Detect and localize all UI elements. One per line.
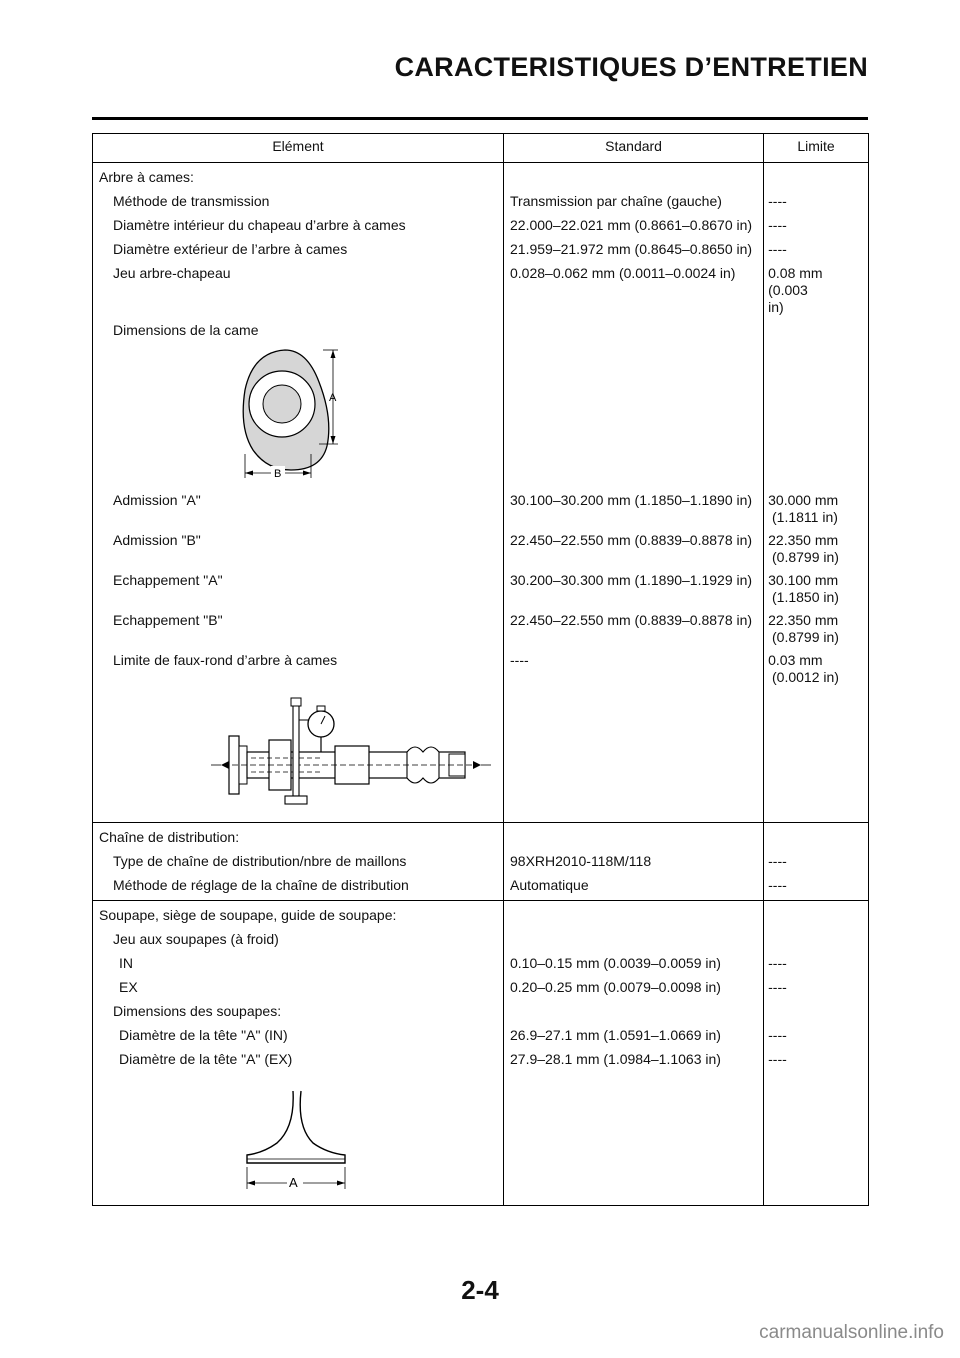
row-limit: 0.03 mm (0.0012 in) [764, 646, 869, 686]
row-standard: 30.200–30.300 mm (1.1890–1.1929 in) [504, 566, 764, 606]
row-label: Diamètre de la tête "A" (IN) [93, 1021, 504, 1045]
row-label: Admission "B" [93, 526, 504, 566]
valve-head-diagram [237, 1087, 497, 1197]
title-rule [92, 117, 868, 120]
row-standard: 98XRH2010-118M/118 [504, 847, 764, 871]
row-standard: 26.9–27.1 mm (1.0591–1.0669 in) [504, 1021, 764, 1045]
row-standard: Automatique [504, 871, 764, 901]
table-row-figure [93, 340, 869, 486]
table-row [93, 606, 869, 646]
row-standard: 22.000–22.021 mm (0.8661–0.8670 in) [504, 211, 764, 235]
column-header-limit: Limite [764, 134, 869, 163]
row-label: Méthode de transmission [93, 187, 504, 211]
row-label: Echappement "B" [93, 606, 504, 646]
row-limit: ---- [764, 847, 869, 871]
table-row-figure [93, 1069, 869, 1206]
row-label: Diamètre de la tête "A" (EX) [93, 1045, 504, 1069]
column-header-standard: Standard [504, 134, 764, 163]
row-label: IN [93, 949, 504, 973]
table-row [93, 259, 869, 316]
row-standard: ---- [504, 646, 764, 686]
row-limit: ---- [764, 235, 869, 259]
specification-table [92, 133, 869, 1206]
group-heading-timing-chain: Chaîne de distribution: [93, 823, 504, 848]
row-label: Jeu arbre-chapeau [93, 259, 504, 316]
row-limit: ---- [764, 949, 869, 973]
row-limit: 0.08 mm (0.003 in) [764, 259, 869, 316]
table-row [93, 925, 869, 949]
table-row [93, 211, 869, 235]
table-row [93, 235, 869, 259]
row-standard: 30.100–30.200 mm (1.1850–1.1890 in) [504, 486, 764, 526]
table-row [93, 163, 869, 188]
row-limit: 30.100 mm (1.1850 in) [764, 566, 869, 606]
table-header-row [93, 134, 869, 163]
table-row [93, 486, 869, 526]
page-title: CARACTERISTIQUES D’ENTRETIEN [394, 52, 868, 82]
table-row-figure [93, 686, 869, 823]
row-label: EX [93, 973, 504, 997]
row-label: Dimensions des soupapes: [93, 997, 504, 1021]
row-limit: ---- [764, 1045, 869, 1069]
camshaft-runout-diagram [211, 696, 491, 814]
row-standard: 21.959–21.972 mm (0.8645–0.8650 in) [504, 235, 764, 259]
row-standard: 0.028–0.062 mm (0.0011–0.0024 in) [504, 259, 764, 316]
table-row [93, 646, 869, 686]
table-row [93, 871, 869, 901]
table-row [93, 973, 869, 997]
table-row [93, 901, 869, 926]
row-label: Dimensions de la came [93, 316, 504, 340]
row-label: Echappement "A" [93, 566, 504, 606]
row-limit: ---- [764, 187, 869, 211]
row-label: Limite de faux-rond d’arbre à cames [93, 646, 504, 686]
group-heading-valve: Soupape, siège de soupape, guide de soupape: [93, 901, 504, 926]
row-standard: Transmission par chaîne (gauche) [504, 187, 764, 211]
row-label: Admission "A" [93, 486, 504, 526]
group-heading-camshaft: Arbre à cames: [93, 163, 504, 188]
svg-text:A: A [329, 392, 337, 404]
cam-lobe-diagram [231, 346, 491, 486]
row-standard: 22.450–22.550 mm (0.8839–0.8878 in) [504, 526, 764, 566]
row-limit: 22.350 mm (0.8799 in) [764, 526, 869, 566]
row-limit: ---- [764, 1021, 869, 1045]
table-row [93, 526, 869, 566]
table-row [93, 187, 869, 211]
row-label: Jeu aux soupapes (à froid) [93, 925, 504, 949]
row-limit: ---- [764, 211, 869, 235]
row-label: Méthode de réglage de la chaîne de distribution [93, 871, 504, 901]
table-row [93, 823, 869, 848]
table-row [93, 847, 869, 871]
column-header-element: Elément [93, 134, 504, 163]
row-limit: 30.000 mm (1.1811 in) [764, 486, 869, 526]
table-row [93, 997, 869, 1021]
row-label: Diamètre extérieur de l’arbre à cames [93, 235, 504, 259]
row-standard: 0.20–0.25 mm (0.0079–0.0098 in) [504, 973, 764, 997]
row-limit: ---- [764, 973, 869, 997]
table-row [93, 316, 869, 340]
table-row [93, 949, 869, 973]
watermark: carmanualsonline.info [759, 1322, 944, 1343]
row-limit: 22.350 mm (0.8799 in) [764, 606, 869, 646]
row-label: Type de chaîne de distribution/nbre de maillons [93, 847, 504, 871]
svg-text:A: A [289, 1175, 298, 1190]
row-standard: 0.10–0.15 mm (0.0039–0.0059 in) [504, 949, 764, 973]
row-limit: ---- [764, 871, 869, 901]
table-row [93, 1021, 869, 1045]
svg-text:B: B [274, 468, 282, 480]
row-standard: 22.450–22.550 mm (0.8839–0.8878 in) [504, 606, 764, 646]
page-number: 2-4 [461, 1275, 499, 1305]
row-label: Diamètre intérieur du chapeau d’arbre à cames [93, 211, 504, 235]
table-row [93, 566, 869, 606]
table-row [93, 1045, 869, 1069]
row-standard: 27.9–28.1 mm (1.0984–1.1063 in) [504, 1045, 764, 1069]
